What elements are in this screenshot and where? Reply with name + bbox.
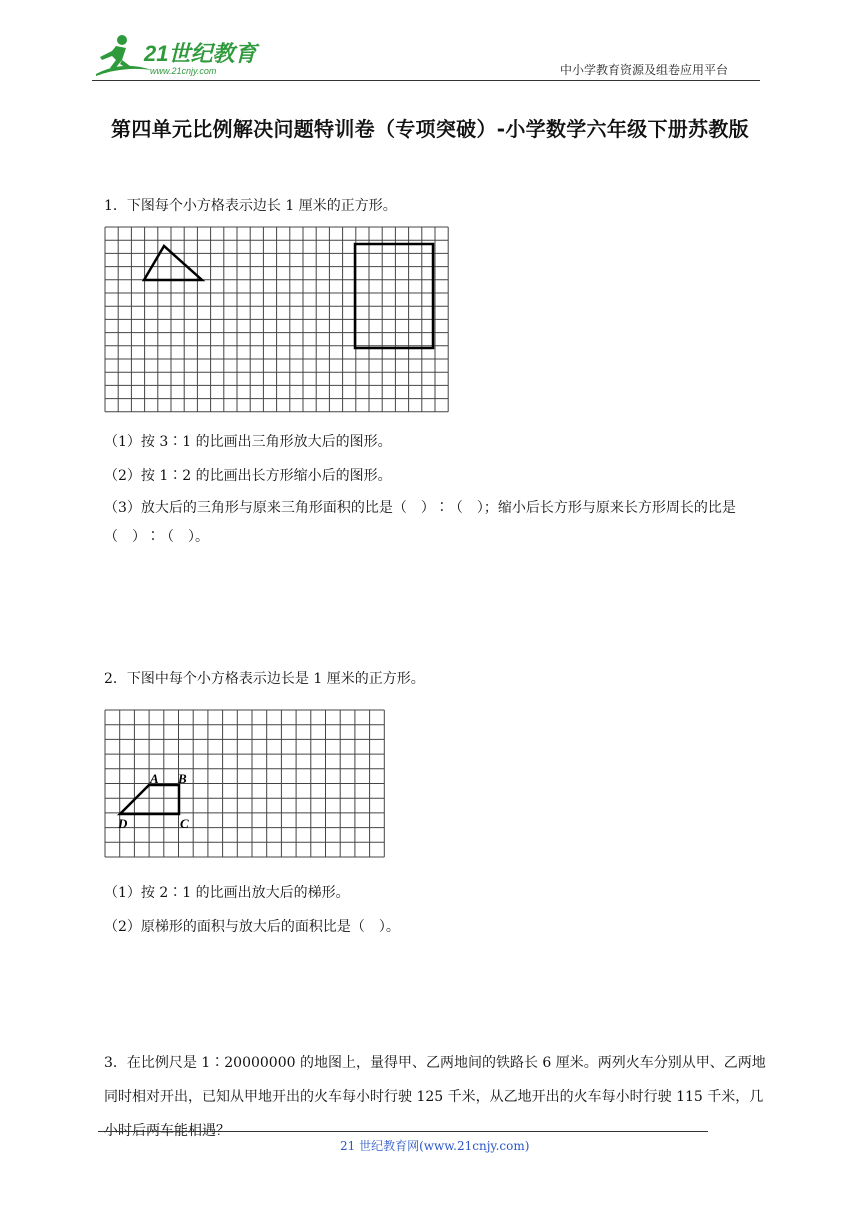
header-platform-text: 中小学教育资源及组卷应用平台 <box>560 63 729 77</box>
q1-sub1: （1）按 3∶1 的比画出三角形放大后的图形。 <box>104 434 392 450</box>
page-title: 第四单元比例解决问题特训卷（专项突破）-小学数学六年级下册苏教版 <box>111 117 749 141</box>
q1-stem: 1．下图每个小方格表示边长 1 厘米的正方形。 <box>104 198 397 214</box>
q1-sub2: （2）按 1∶2 的比画出长方形缩小后的图形。 <box>104 468 392 484</box>
q2-sub2: （2）原梯形的面积与放大后的面积比是（ ）。 <box>104 919 400 935</box>
q2-label-c: C <box>180 816 189 831</box>
footer-divider <box>98 1131 708 1132</box>
q1-grid-lines <box>105 227 448 412</box>
footer-text: 21 世纪教育网(www.21cnjy.com) <box>340 1139 530 1153</box>
q1-triangle <box>144 246 202 280</box>
q3-text: 3．在比例尺是 1∶20000000 的地图上，量得甲、乙两地间的铁路长 6 厘米。两列火车分别从甲、乙两地同时相对开出，已知从甲地开出的火车每小时行驶 125 千米，从乙地开出的火车每小时行驶 115 千米，几小时后两车能相遇？ <box>104 1055 766 1139</box>
q2-label-d: D <box>118 816 128 831</box>
q2-label-b: B <box>178 771 187 786</box>
q2-sub1: （1）按 2∶1 的比画出放大后的梯形。 <box>104 885 350 901</box>
q2-grid-figure <box>104 709 386 861</box>
logo-text: 21世纪教育 <box>144 41 257 66</box>
q2-label-a: A <box>150 771 159 786</box>
header-divider <box>92 80 760 81</box>
site-logo <box>92 30 262 80</box>
q1-grid-figure <box>104 226 454 416</box>
q1-sub3: （3）放大后的三角形与原来三角形面积的比是（ ）∶（ ）；缩小后长方形与原来长方形周长的比是（ ）∶（ ）。 <box>104 500 736 545</box>
q2-stem: 2．下图中每个小方格表示边长是 1 厘米的正方形。 <box>104 671 425 687</box>
q2-grid-lines <box>105 710 384 857</box>
logo-url: www.21cnjy.com <box>150 66 217 76</box>
